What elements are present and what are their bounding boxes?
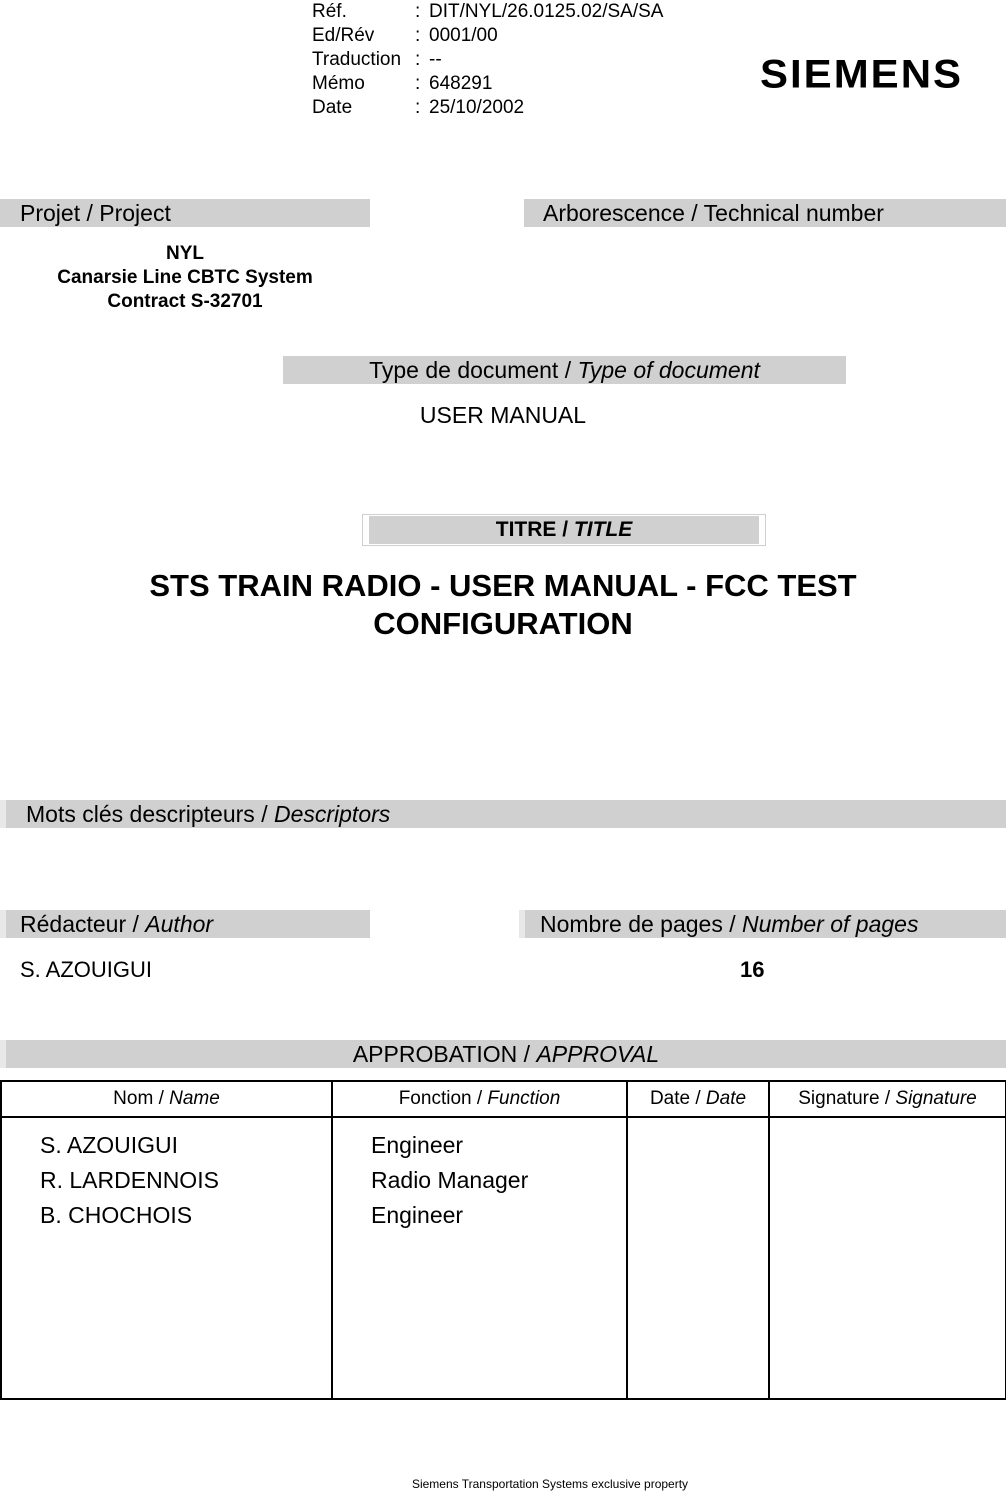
document-type-label-en: Type of document [577,357,760,383]
meta-row-translation [312,48,663,72]
pages-label-bar [519,910,1006,938]
meta-value: DIT/NYL/26.0125.02/SA/SA [429,1,664,22]
meta-key: Ed/Rév [312,25,375,46]
approval-functions-cell [332,1117,627,1399]
technical-number-label: Arborescence / Technical number [543,200,884,226]
project-details [20,242,350,314]
approval-label-en: APPROVAL [536,1041,660,1067]
approver-function: Radio Manager [371,1167,529,1193]
footer-note: Siemens Transportation Systems exclusive property [411,1477,689,1491]
document-type-label-bar [283,356,846,384]
approver-name: R. LARDENNOIS [40,1167,219,1193]
author-label-bar [0,910,370,938]
meta-value: -- [429,49,442,70]
pages-value: 16 [740,957,765,982]
approval-body-row [1,1117,1006,1399]
title-label-inner [369,516,759,544]
column-header-name: Nom / Name [1,1081,332,1117]
descriptors-label-en: Descriptors [273,801,391,827]
project-label: Projet / Project [20,200,171,226]
project-line: Canarsie Line CBTC System [57,267,313,288]
descriptors-label-bar [0,800,1006,828]
approval-header-row [1,1081,1006,1117]
meta-key: Mémo [312,73,365,94]
approval-names-cell [1,1117,332,1399]
meta-row-date [312,96,663,120]
author-value: S. AZOUIGUI [20,957,153,982]
meta-key: Réf. [312,1,347,22]
approver-function: Engineer [371,1132,464,1158]
project-line: Contract S-32701 [107,291,263,312]
meta-key: Traduction [312,49,402,70]
title-label-bar [362,514,766,546]
technical-number-label-bar [524,199,1006,227]
meta-value: 0001/00 [429,25,498,46]
meta-colon: : [415,49,421,70]
author-label-fr: Rédacteur / [20,911,146,937]
approver-name: S. AZOUIGUI [40,1132,179,1158]
approval-date-cell [627,1117,769,1399]
column-header-signature: Signature / Signature [769,1081,1006,1117]
document-type-value: USER MANUAL [419,402,587,428]
meta-colon: : [415,25,421,46]
document-type-label-fr: Type de document / [369,357,578,383]
approver-function: Engineer [371,1202,464,1228]
meta-value: 648291 [429,73,493,94]
approval-label-fr: APPROBATION / [352,1041,537,1067]
meta-key: Date [312,97,353,118]
column-header-function: Fonction / Function [332,1081,627,1117]
descriptors-label-fr: Mots clés descripteurs / [26,801,274,827]
title-label-fr: TITRE / [495,518,574,541]
approver-name: B. CHOCHOIS [40,1202,193,1228]
pages-label-en: Number of pages [742,911,919,937]
approval-label-bar [0,1040,1006,1068]
project-label-bar [0,199,370,227]
approval-table [0,1080,1006,1400]
column-header-date: Date / Date [627,1081,769,1117]
project-line: NYL [166,243,204,264]
meta-row-ref [312,0,663,24]
meta-value: 25/10/2002 [429,97,525,118]
document-title: STS TRAIN RADIO - USER MANUAL - FCC TEST CONFIGURATION [149,568,857,641]
meta-colon: : [415,97,421,118]
approval-signature-cell [769,1117,1006,1399]
document-reference-block [312,0,663,120]
author-label-en: Author [145,911,214,937]
pages-label-fr: Nombre de pages / [540,911,743,937]
meta-row-edition [312,24,663,48]
meta-row-memo [312,72,663,96]
meta-colon: : [415,1,421,22]
meta-colon: : [415,73,421,94]
title-label-en: TITLE [573,518,633,541]
siemens-logo: SIEMENS [760,51,964,96]
